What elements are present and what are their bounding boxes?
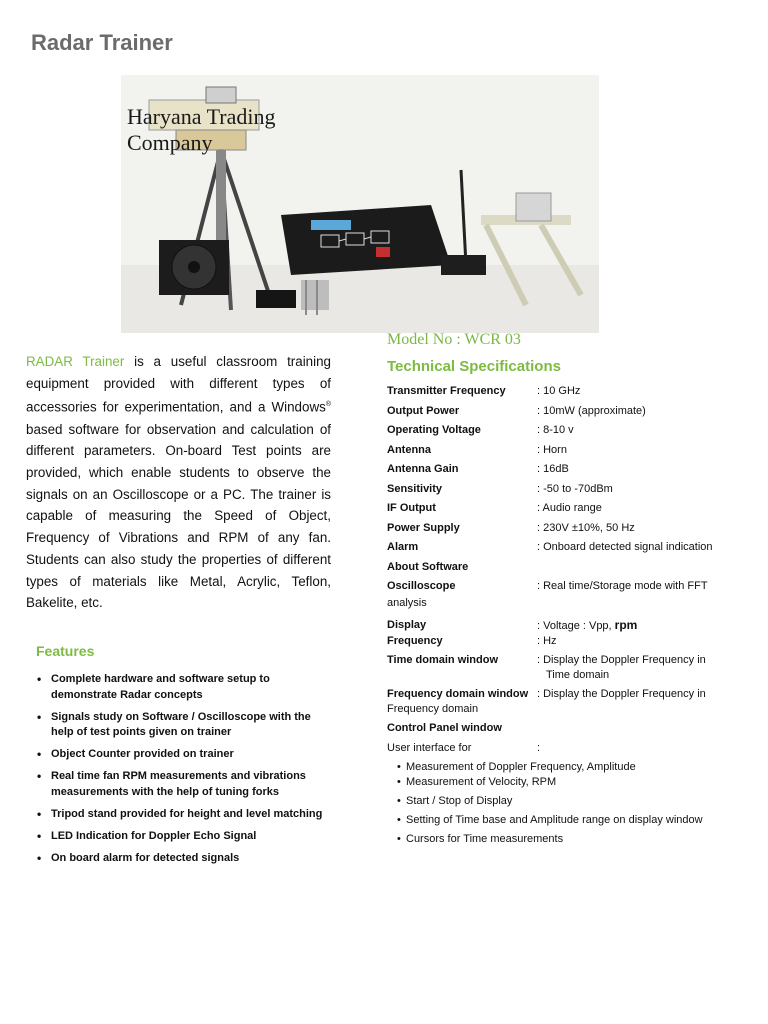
spec-label: Frequency domain window <box>387 688 529 700</box>
spec-row <box>387 482 757 497</box>
spec-label: Antenna <box>387 443 431 456</box>
ui-item: • Measurement of Velocity, RPM <box>397 775 757 790</box>
spec-row-display <box>387 618 757 634</box>
watermark-line-1: Haryana Trading <box>127 104 276 129</box>
spec-row <box>387 443 757 458</box>
spec-label: About Software <box>387 560 469 573</box>
spec-row-frequency-domain <box>387 687 757 702</box>
spec-continuation: Frequency domain <box>387 703 479 715</box>
spec-row <box>387 521 757 536</box>
spec-row <box>387 423 757 438</box>
display-value: : Voltage : Vpp, <box>537 619 615 632</box>
spec-value: : 10 GHz <box>537 385 581 397</box>
spec-row <box>387 462 757 477</box>
intro-text-2: based software for observation and calculation of different parameters. On-board Test points are provided, which enable students to observe the signals on an Oscilloscope or a PC. The trainer is capable of measuring the Speed of Object, Frequency of Vibrations and RPM of any fan. Students can also study the properties of different types of materials like Metal, Acrylic, Teflon, Bakelite, etc. <box>26 421 331 611</box>
spec-label: Operating Voltage <box>387 424 481 436</box>
spec-value: : Real time/Storage mode with FFT <box>537 580 708 592</box>
spec-label: Power Supply <box>387 521 460 534</box>
spec-row <box>387 404 757 419</box>
page-title: Radar Trainer <box>31 30 173 55</box>
feature-item: • On board alarm for detected signals <box>35 851 325 867</box>
spec-label: User interface for <box>387 741 472 754</box>
features-list <box>35 672 325 873</box>
spec-value: : Horn <box>537 443 567 456</box>
intro-text-1: is a useful classroom training equipment provided with different types of accessories for experimentation, and a Windows <box>26 354 331 415</box>
spec-label: Alarm <box>387 541 419 553</box>
spec-value: : Onboard detected signal indication <box>537 541 713 553</box>
spec-value: : Hz <box>537 634 557 647</box>
features-heading: Features <box>36 643 95 659</box>
spec-label: Control Panel window <box>387 722 502 734</box>
spec-value: : 8-10 v <box>537 424 574 436</box>
spec-row <box>387 384 757 399</box>
technical-specifications-heading: Technical Specifications <box>387 358 561 375</box>
spec-value: : Display the Doppler Frequency in <box>537 688 706 700</box>
spec-value <box>537 560 757 575</box>
spec-label: Display <box>387 618 427 631</box>
watermark-text <box>127 104 275 156</box>
ui-item: • Setting of Time base and Amplitude range on display window <box>397 813 757 828</box>
registered-mark: ® <box>325 401 331 409</box>
spec-value: : -50 to -70dBm <box>537 482 613 495</box>
display-value-rpm: rpm <box>614 617 638 632</box>
spec-label: Antenna Gain <box>387 463 459 475</box>
feature-item: • Tripod stand provided for height and level matching <box>35 807 325 823</box>
model-number: Model No : WCR 03 <box>387 331 521 348</box>
spec-value: : Display the Doppler Frequency in <box>537 654 706 666</box>
spec-value: : 230V ±10%, 50 Hz <box>537 521 635 534</box>
spec-row <box>387 560 757 575</box>
feature-item: • LED Indication for Doppler Echo Signal <box>35 829 325 845</box>
feature-item: • Signals study on Software / Oscilloscope with the help of test points given on trainer <box>35 710 325 741</box>
ui-item: • Cursors for Time measurements <box>397 832 757 847</box>
spec-row-user-interface <box>387 741 757 756</box>
spec-value: : 16dB <box>537 463 569 475</box>
spec-row-time-domain <box>387 653 757 668</box>
ui-item: • Measurement of Doppler Frequency, Amplitude <box>397 760 757 775</box>
spec-label: Transmitter Frequency <box>387 385 506 397</box>
spec-label: Output Power <box>387 404 460 417</box>
intro-highlight: RADAR Trainer <box>26 354 125 369</box>
user-interface-list <box>387 760 757 847</box>
spec-value <box>537 618 757 634</box>
feature-item: • Object Counter provided on trainer <box>35 747 325 763</box>
spec-continuation: Time domain <box>546 669 610 681</box>
spec-row <box>387 501 757 516</box>
spec-value: : 10mW (approximate) <box>537 404 646 417</box>
spec-row-frequency <box>387 634 757 649</box>
spec-row-control-panel <box>387 721 757 736</box>
spec-label: Time domain window <box>387 654 499 666</box>
intro-paragraph <box>26 351 331 614</box>
feature-item: • Complete hardware and software setup to demonstrate Radar concepts <box>35 672 325 703</box>
watermark-line-2: Company <box>127 130 213 155</box>
spec-row <box>387 540 757 555</box>
ui-item: • Start / Stop of Display <box>397 794 757 809</box>
spec-continuation: analysis <box>387 596 427 609</box>
specifications-table <box>387 384 757 851</box>
spec-label: Frequency <box>387 634 443 647</box>
spec-label: IF Output <box>387 502 436 514</box>
spec-row-oscilloscope <box>387 579 757 594</box>
spec-label: Oscilloscope <box>387 580 456 592</box>
spec-value: : Audio range <box>537 502 602 514</box>
spec-value: : <box>537 741 541 754</box>
spec-label: Sensitivity <box>387 482 443 495</box>
feature-item: • Real time fan RPM measurements and vibrations measurements with the help of tuning forks <box>35 769 325 800</box>
